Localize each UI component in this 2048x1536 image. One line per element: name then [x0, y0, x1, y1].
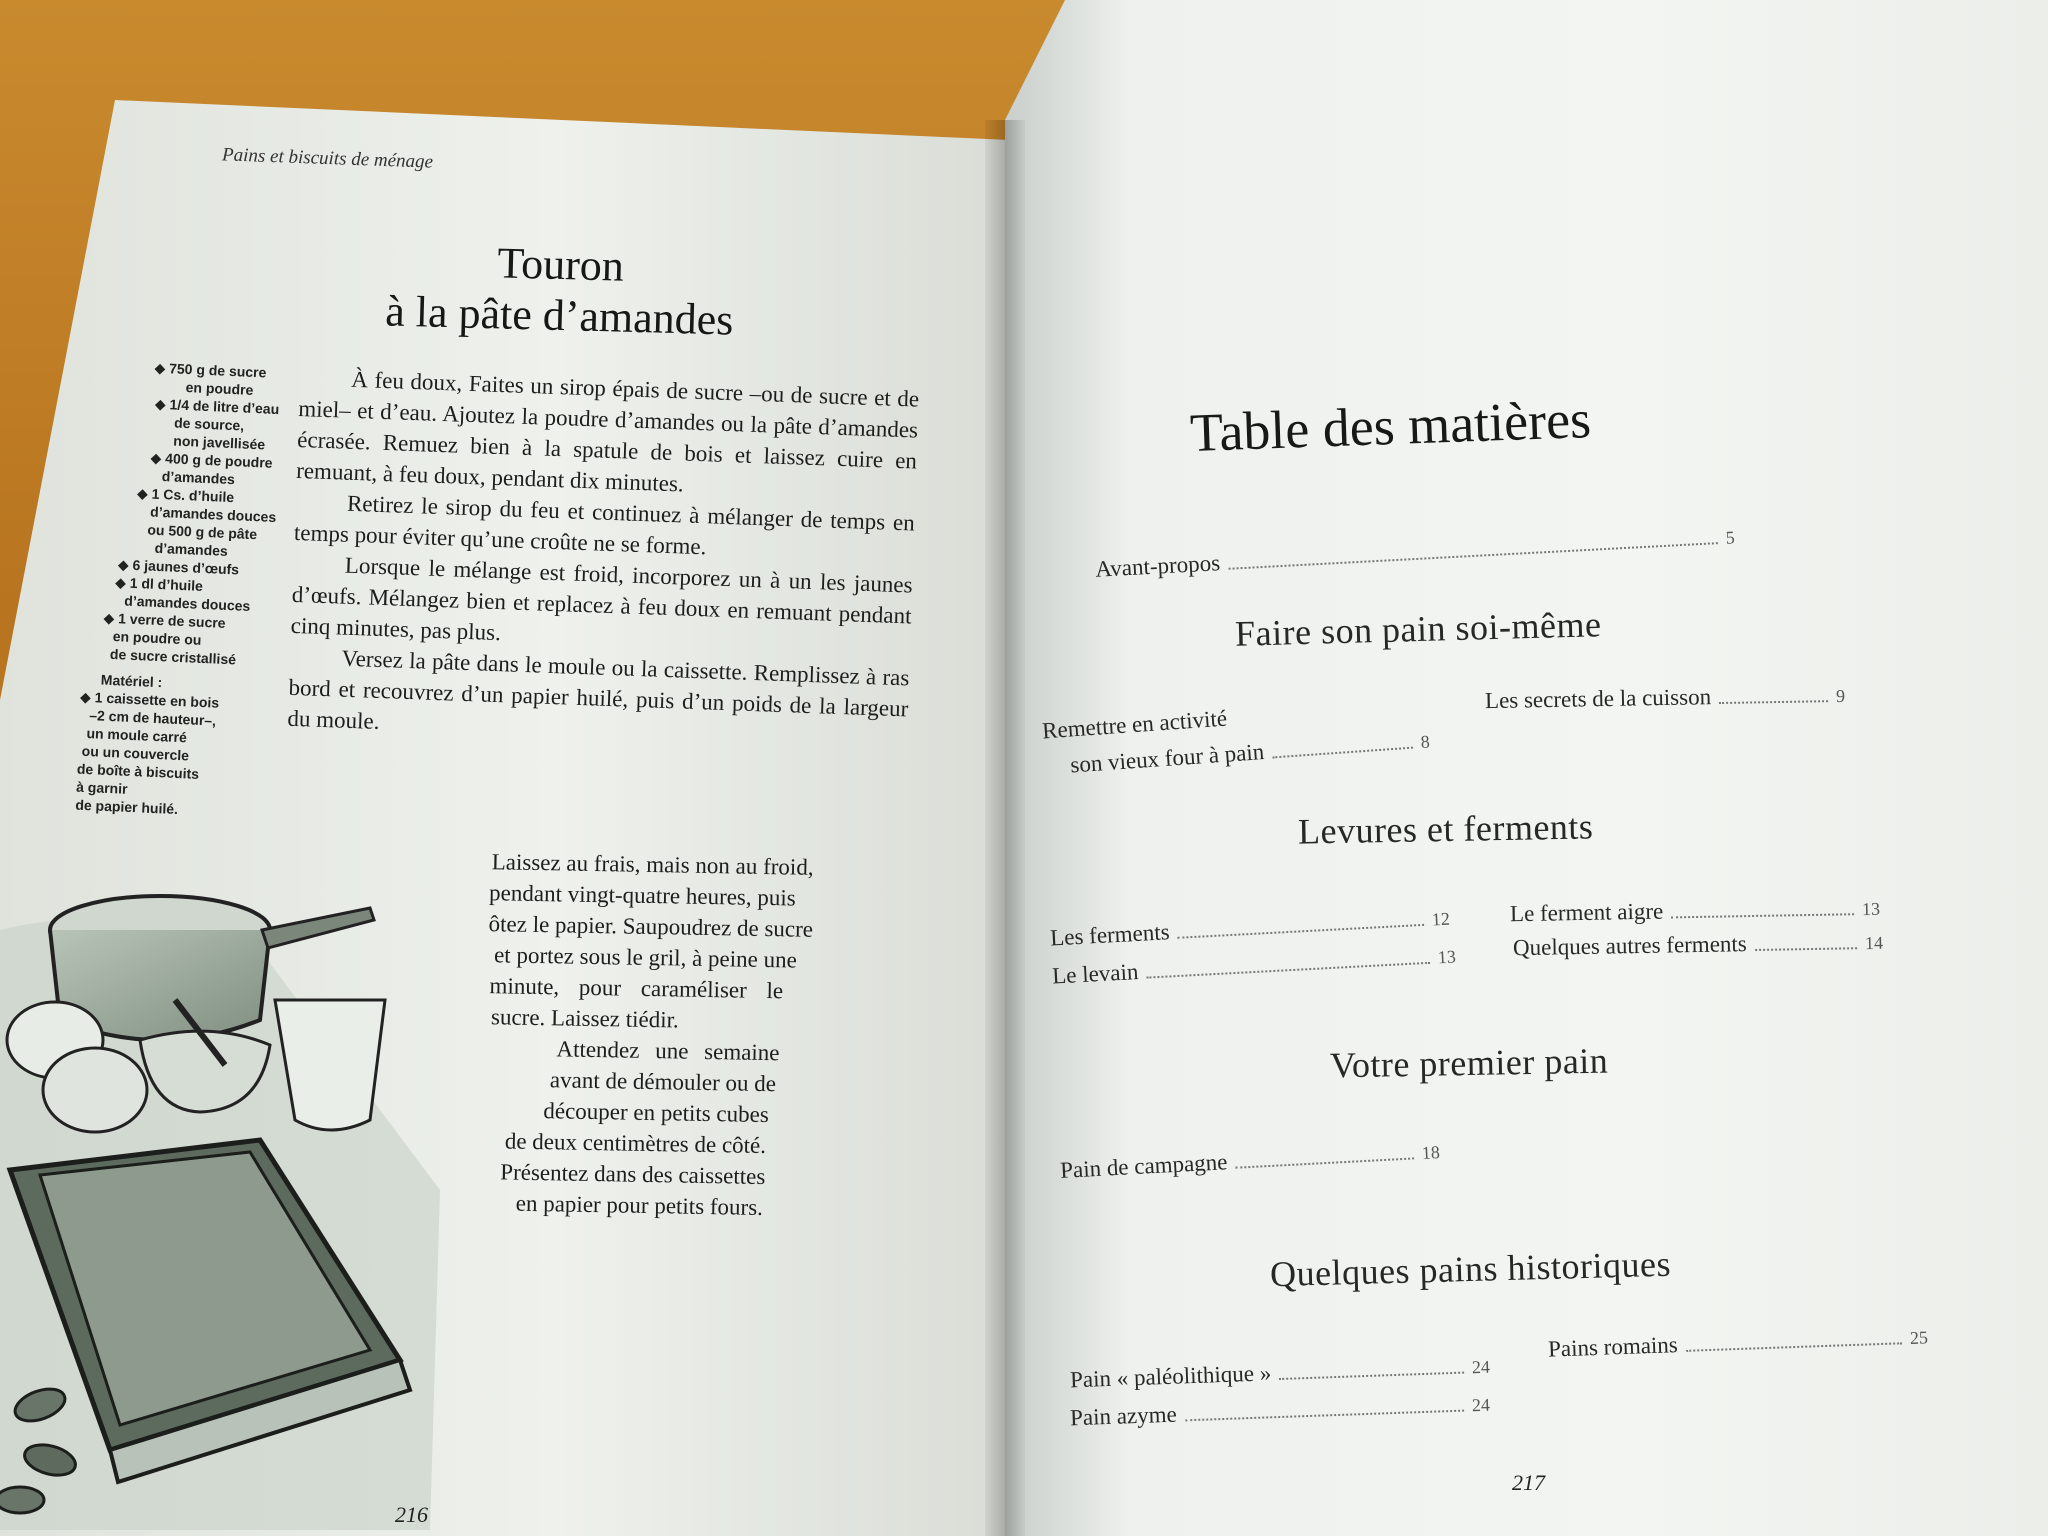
recipe-line: découper en petits cubes — [543, 1098, 770, 1128]
recipe-paragraph: À feu doux, Faites un sirop épais de sucre –ou de sucre et de miel– et d’eau. Ajoutez la poudre d’amandes ou la pâte d’amandes écrasée. Remuez bien à la spatule de bois et laissez cuire en remuant, à feu doux, pendant dix minutes. — [295, 366, 920, 497]
ingredient-line: ◆ 6 jaunes d’œufs — [117, 556, 240, 578]
recipe-body-tail — [474, 846, 900, 1225]
toc-entry-label: son vieux four à pain — [1069, 739, 1265, 778]
ingredients-list — [75, 356, 283, 822]
toc-entry-label: Avant-propos — [1094, 550, 1221, 582]
recipe-line: Attendez une semaine — [556, 1036, 780, 1066]
recipe-paragraph: Retirez le sirop du feu et continuez à mélanger de temps en temps pour éviter qu’une croûte ne se forme. — [293, 490, 916, 560]
toc-entry-page: 18 — [1421, 1142, 1441, 1163]
ingredient-line: ◆ 400 g de poudre — [150, 449, 273, 471]
recipe-line: pendant vingt-quatre heures, puis — [488, 880, 796, 911]
toc-entry-label: Pain azyme — [1069, 1401, 1178, 1431]
toc-entry-label: Le ferment aigre — [1509, 898, 1664, 927]
materiel-heading: Matériel : — [100, 671, 163, 691]
recipe-line: et portez sous le gril, à peine une — [493, 942, 798, 973]
ingredient-line: d’amandes douces — [149, 503, 277, 526]
page-number-left: 216 — [395, 1502, 428, 1527]
ingredient-line: de source, — [173, 414, 245, 434]
recipe-paragraph: Versez la pâte dans le moule ou la caissette. Remplissez à ras bord et recouvrez d’un papier huilé, puis d’un poids de la largeur du moule. — [287, 645, 910, 734]
recipe-line: en papier pour petits fours. — [515, 1190, 764, 1220]
toc-entry-page: 5 — [1725, 527, 1736, 548]
recipe-line: ôtez le papier. Saupoudrez de sucre — [488, 911, 814, 942]
recipe-line: sucre. Laissez tiédir. — [490, 1004, 679, 1033]
recipe-line: de deux centimètres de côté. — [504, 1128, 767, 1159]
kitchen-illustration — [0, 890, 470, 1530]
ingredient-line: ◆ 1 dl d’huile — [114, 574, 204, 594]
dot-leader — [1671, 913, 1854, 918]
ingredient-line: d’amandes douces — [124, 592, 251, 615]
ingredient-line: non javellisée — [173, 432, 266, 453]
ingredient-line: ou un couvercle — [81, 742, 190, 764]
ingredient-line: d’amandes — [161, 468, 236, 488]
toc-section-heading: Quelques pains historiques — [1269, 1243, 1672, 1295]
recipe-body — [287, 362, 920, 755]
recipe-title-line-2: à la pâte d’amandes — [384, 286, 735, 345]
ingredient-line: ◆ 1/4 de litre d’eau — [154, 395, 280, 418]
toc-entry-page: 24 — [1471, 1356, 1491, 1378]
toc-entry-label: Les secrets de la cuisson — [1484, 684, 1712, 714]
dot-leader — [1279, 1372, 1464, 1380]
dot-leader — [1755, 947, 1857, 951]
toc-entry-label-line-1: Remettre en activité — [1041, 705, 1228, 744]
toc-section-heading: Votre premier pain — [1329, 1040, 1609, 1086]
recipe-line: Laissez au frais, mais non au froid, — [491, 849, 814, 880]
toc-entry-label: Pain de campagne — [1059, 1149, 1228, 1183]
toc-entry-page: 8 — [1419, 731, 1431, 753]
ingredient-line: ◆ 1 verre de sucre — [103, 609, 226, 631]
ingredient-line: ◆ 750 g de sucre — [154, 359, 267, 381]
running-head: Pains et biscuits de ménage — [221, 144, 434, 173]
ingredient-line: de sucre cristallisé — [109, 645, 237, 668]
page-number-right: 217 — [1512, 1470, 1545, 1495]
ingredient-line: d’amandes — [154, 539, 229, 559]
toc-entry-label: Le levain — [1051, 959, 1140, 989]
recipe-line: Présentez dans des caissettes — [500, 1159, 766, 1190]
toc-entry-page: 12 — [1431, 908, 1451, 930]
toc-entry-page: 13 — [1861, 898, 1881, 920]
dot-leader — [1719, 700, 1828, 704]
ingredient-line: en poudre ou — [112, 628, 202, 648]
toc-entry-page: 25 — [1909, 1327, 1929, 1348]
toc-entry-page: 24 — [1471, 1394, 1491, 1416]
toc-entry-label: Quelques autres ferments — [1512, 931, 1747, 961]
ingredient-line: à garnir — [75, 778, 128, 797]
ingredient-line: –2 cm de hauteur–, — [88, 707, 217, 729]
toc-section-heading: Levures et ferments — [1297, 806, 1594, 852]
recipe-line: minute, pour caraméliser le — [489, 973, 784, 1004]
ingredient-line: en poudre — [185, 378, 254, 398]
recipe-paragraph: Lorsque le mélange est froid, incorporez un à un les jaunes d’œufs. Mélangez bien et replacez à feu doux en remuant pendant cinq minutes, pas plus. — [290, 552, 914, 646]
ingredient-line: de boîte à biscuits — [76, 760, 200, 782]
ingredient-line: ◆ 1 caissette en bois — [79, 688, 220, 711]
ingredient-line: de papier huilé. — [75, 796, 179, 818]
ingredient-line: ◆ 1 Cs. d’huile — [136, 484, 235, 506]
toc-entry-page: 13 — [1437, 946, 1457, 968]
toc-entry-label: Les ferments — [1049, 919, 1171, 951]
toc-entry-label: Pains romains — [1547, 1332, 1679, 1362]
ingredient-line: un moule carré — [86, 724, 188, 746]
recipe-line: avant de démouler ou de — [549, 1067, 777, 1097]
recipe-title — [319, 234, 801, 348]
book-gutter — [985, 120, 1025, 1536]
toc-entry-page: 14 — [1864, 932, 1884, 954]
toc-entry-page: 9 — [1835, 685, 1846, 707]
ingredient-line: ou 500 g de pâte — [147, 521, 258, 543]
toc-section-heading: Faire son pain soi-même — [1234, 604, 1602, 654]
dot-leader — [1686, 1342, 1902, 1352]
recipe-title-line-1: Touron — [496, 238, 625, 291]
toc-entry-label: Pain « paléolithique » — [1069, 1360, 1272, 1393]
toc-title: Table des matières — [1189, 389, 1592, 463]
